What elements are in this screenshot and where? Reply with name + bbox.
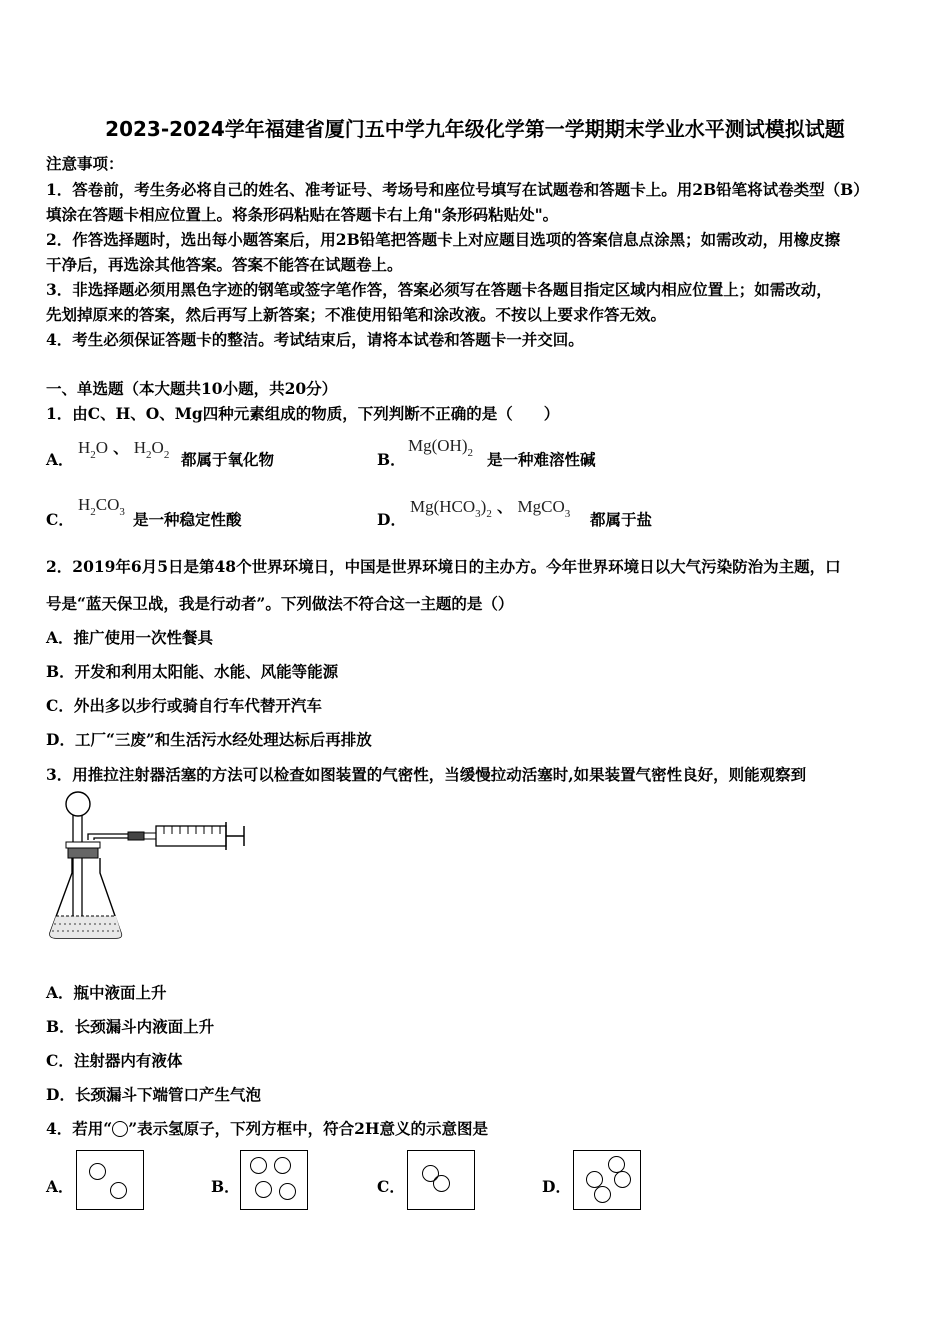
question-2-stem: 号是“蓝天保卫战，我是行动者”。下列做法不符合这一主题的是（） [46,594,514,613]
q2-option: A．推广使用一次性餐具 [46,628,214,647]
q1-option-a-text: 都属于氧化物 [181,450,275,469]
q2-option: D．工厂“三废”和生活污水经处理达标后再排放 [46,730,372,749]
connector [128,832,144,840]
question-3-stem: 3．用推拉注射器活塞的方法可以检查如图装置的气密性，当缓慢拉动活塞时,如果装置气密性良好，则能观察到 [46,765,807,784]
q2-option: B．开发和利用太阳能、水能、风能等能源 [46,662,339,681]
q3-option: A．瓶中液面上升 [46,983,167,1002]
q1-option-b-label: B． [377,450,406,469]
q4-option-b-label: B． [211,1177,240,1196]
q3-option: C．注射器内有液体 [46,1051,183,1070]
page-title: 2023-2024学年福建省厦门五中学九年级化学第一学期期末学业水平测试模拟试题 [105,117,845,141]
q4-option-c-box [407,1150,475,1210]
notice-line: 4．考生必须保证答题卡的整洁。考试结束后，请将本试卷和答题卡一并交回。 [46,330,584,349]
notice-heading: 注意事项： [46,154,124,173]
q2-option: C．外出多以步行或骑自行车代替开汽车 [46,696,322,715]
notice-line: 干净后，再选涂其他答案。答案不能答在试题卷上。 [46,255,403,274]
syringe-tip [144,833,156,839]
stopper [68,848,98,858]
hydrogen-atom [250,1157,267,1174]
q3-option: D．长颈漏斗下端管口产生气泡 [46,1085,261,1104]
notice-line: 先划掉原来的答案，然后再写上新答案；不准使用铅笔和涂改液。不按以上要求作答无效。 [46,305,667,324]
question-4-stem: 4．若用“ ”表示氢原子，下列方框中，符合2H意义的示意图是 [46,1119,489,1138]
notice-line: 填涂在答题卡相应位置上。将条形码粘贴在答题卡右上角"条形码粘贴处"。 [46,205,559,224]
notice-line: 2．作答选择题时，选出每小题答案后，用2B铅笔把答题卡上对应题目选项的答案信息点涂黑；如需改动，用橡皮擦 [46,230,841,249]
q1-option-a-formula: $H_2O$ 、 $H_2O_2$ [78,438,170,461]
hydrogen-atom [279,1183,296,1200]
q4-option-d-box [573,1150,641,1210]
q1-option-c-label: C． [46,510,74,529]
notice-line: 1．答卷前，考生务必将自己的姓名、准考证号、考场号和座位号填写在试题卷和答题卡上。用2B铅笔将试卷类型（B） [46,180,869,199]
hydrogen-atom [433,1175,450,1192]
q1-option-c-formula: $H_2CO_3$ [78,495,125,518]
syringe-barrel [156,826,226,846]
q1-option-a-label: A． [46,450,74,469]
q3-option: B．长颈漏斗内液面上升 [46,1017,215,1036]
q1-option-d-text: 都属于盐 [590,510,653,529]
hydrogen-atom [614,1171,631,1188]
notice-line: 3．非选择题必须用黑色字迹的钢笔或签字笔作答，答案必须写在答题卡各题目指定区域内相应位置上；如需改动， [46,280,832,299]
q4-option-a-box [76,1150,144,1210]
hydrogen-atom [274,1157,291,1174]
flask-liquid [50,916,122,938]
q1-option-b-text: 是一种难溶性碱 [487,450,596,469]
q4-option-b-box [240,1150,308,1210]
q4-option-c-label: C． [377,1177,405,1196]
q1-option-d-formula: $Mg(HCO_3)_2$ 、 MgCO$_3$ [410,497,571,520]
hydrogen-atom-icon [112,1121,128,1137]
q1-option-c-text: 是一种稳定性酸 [133,510,242,529]
question-1-stem: 1．由C、H、O、Mg四种元素组成的物质，下列判断不正确的是（ ） [46,404,560,423]
hydrogen-atom [255,1181,272,1198]
hydrogen-atom [110,1182,127,1199]
q4-option-d-label: D． [542,1177,571,1196]
q4-option-a-label: A． [46,1177,74,1196]
hydrogen-atom [594,1186,611,1203]
hydrogen-atom [89,1163,106,1180]
q1-option-b-formula: $Mg(OH)_2$ [408,436,473,459]
section-heading: 一、单选题（本大题共10小题，共20分） [46,379,338,398]
question-2-stem: 2．2019年6月5日是第48个世界环境日，中国是世界环境日的主办方。今年世界环境日以大气污染防治为主题，口 [46,557,841,576]
apparatus-diagram [44,788,254,948]
funnel-bulb [66,792,90,816]
q1-option-d-label: D． [377,510,406,529]
